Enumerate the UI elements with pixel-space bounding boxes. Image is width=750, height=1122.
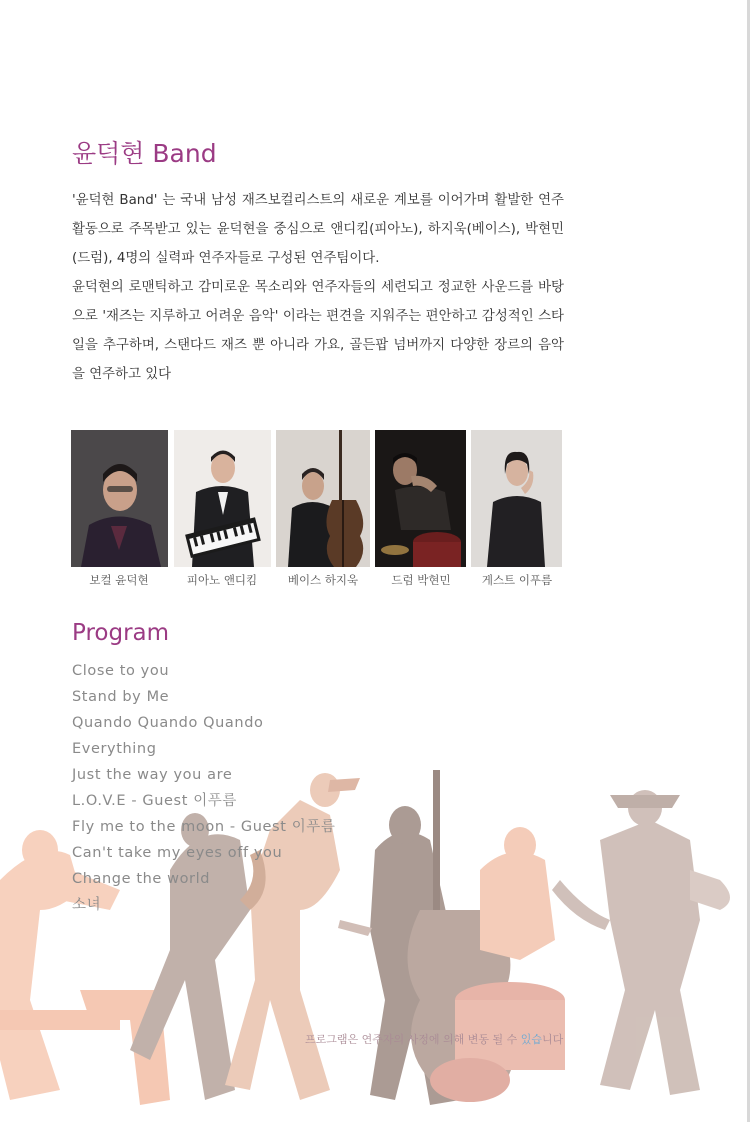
band-description [72,186,564,389]
member-photo-bass [276,430,370,587]
member-photo-drums [375,430,466,587]
member-caption-drums: 드럼 박현민 [391,573,451,587]
program-item: Stand by Me [72,689,170,705]
member-photo-piano [174,430,271,587]
note-highlight: 있습 [520,1033,543,1046]
program-title: Program [72,620,170,646]
member-caption-vocal: 보컬 윤덕현 [89,573,149,587]
program-item: 소녀 [72,897,102,913]
member-photo-vocal [71,430,168,587]
member-caption-piano: 피아노 앤디킴 [186,573,258,587]
member-caption-bass: 베이스 하지욱 [287,573,359,587]
program-item: Can't take my eyes off you [72,845,283,861]
program-item: Everything [72,741,157,757]
band-paragraph-1: '윤덕현 Band' 는 국내 남성 재즈보컬리스트의 새로운 계보를 이어가며 활발한 연주활동으로 주목받고 있는 윤덕현을 중심으로 앤디킴(피아노), 하지욱(베이스), 박현민(드럼), 4명의 실력파 연주자들로 구성된 연주팀이다. [72,193,564,266]
program-item: Change the world [72,871,211,887]
program-list [72,658,336,918]
program-item: Close to you [72,663,170,679]
band-title: 윤덕현 Band [72,139,217,168]
program-item: L.O.V.E - Guest 이푸름 [72,793,238,809]
note-text: 프로그램은 연주자의 사정에 의해 변동 될 수 [305,1033,521,1046]
program-item: Just the way you are [72,767,233,783]
member-photo-guest [471,430,562,587]
program-item: Quando Quando Quando [72,715,264,731]
program-change-note [305,1031,563,1047]
member-caption-guest: 게스트 이푸름 [481,573,553,587]
band-paragraph-2: 윤덕현의 로맨틱하고 감미로운 목소리와 연주자들의 세련되고 정교한 사운드를 바탕으로 '재즈는 지루하고 어려운 음악' 이라는 편견을 지워주는 편안하고 감성적인 스타일을 추구하며, 스탠다드 재즈 뿐 아니라 가요, 골든팝 넘버까지 다양한 장르의 음악을 연주하고 있다 [72,280,564,382]
program-item: Fly me to the moon - Guest 이푸름 [72,819,336,835]
note-text-end: 니다 [542,1033,564,1046]
